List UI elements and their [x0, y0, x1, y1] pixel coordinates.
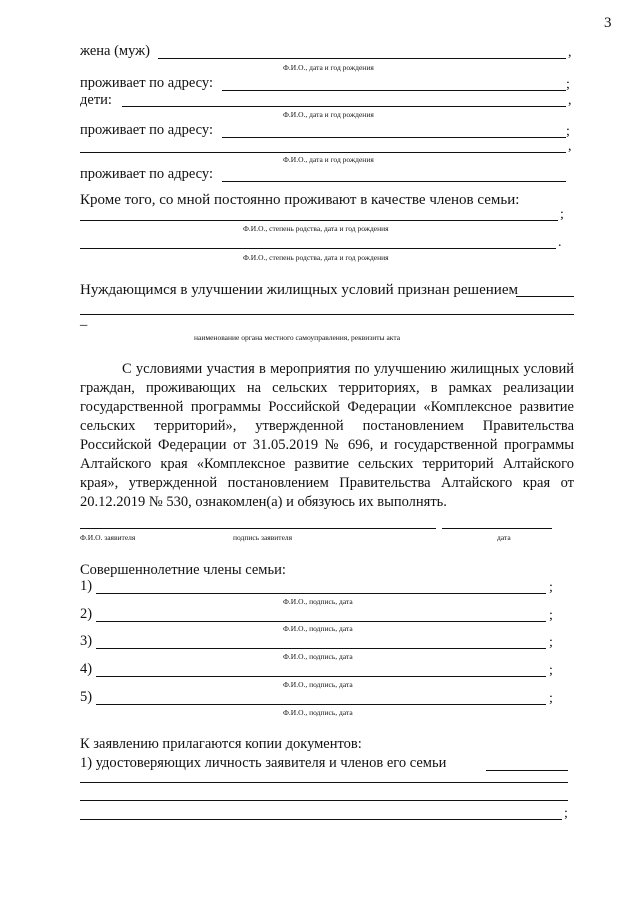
- adult-member-line[interactable]: [96, 621, 546, 622]
- comma: ,: [568, 139, 572, 154]
- adult-member-number: 3): [80, 633, 93, 649]
- attachment-field-line[interactable]: [486, 770, 568, 771]
- family-caption-1: Ф.И.О., степень родства, дата и год рождения: [243, 224, 389, 233]
- family-member-2-line[interactable]: [80, 248, 556, 249]
- attachment-field-line[interactable]: [80, 800, 568, 801]
- comma: ,: [568, 93, 572, 108]
- children-address-2-line[interactable]: [222, 181, 566, 182]
- needs-text: Нуждающимся в улучшении жилищных условий признан решением: [80, 282, 518, 298]
- semicolon: ;: [549, 663, 553, 678]
- children-field-line[interactable]: [122, 106, 566, 107]
- adult-member-number: 4): [80, 661, 93, 677]
- adult-member-caption: Ф.И.О., подпись, дата: [283, 708, 353, 717]
- children-address-1-line[interactable]: [222, 137, 566, 138]
- adult-member-line[interactable]: [96, 648, 546, 649]
- adult-member-caption: Ф.И.О., подпись, дата: [283, 597, 353, 606]
- adult-member-caption: Ф.И.О., подпись, дата: [283, 652, 353, 661]
- sign-label: подпись заявителя: [233, 533, 293, 542]
- attachment-field-line[interactable]: [80, 819, 562, 820]
- needs-field-line-2[interactable]: [80, 314, 574, 315]
- adult-member-number: 2): [80, 606, 93, 622]
- adult-member-number: 5): [80, 689, 93, 705]
- adult-member-caption: Ф.И.О., подпись, дата: [283, 680, 353, 689]
- spouse-field-line[interactable]: [158, 58, 566, 59]
- family-heading: Кроме того, со мной постоянно проживают в качестве членов семьи:: [80, 192, 520, 208]
- comma: ,: [568, 45, 572, 60]
- children-address-2-label: проживает по адресу:: [80, 166, 213, 182]
- needs-field-line[interactable]: [516, 296, 574, 297]
- adult-member-line[interactable]: [96, 704, 546, 705]
- spouse-address-label: проживает по адресу:: [80, 75, 213, 91]
- family-member-1-line[interactable]: [80, 220, 558, 221]
- spouse-address-line[interactable]: [222, 90, 566, 91]
- spouse-caption: Ф.И.О., дата и год рождения: [283, 63, 374, 72]
- semicolon: ;: [566, 124, 570, 139]
- child-2-field-line[interactable]: [80, 152, 566, 153]
- consent-paragraph: С условиями участия в мероприятия по улучшению жилищных условий граждан, проживающих на сельских территориях, в рамках реализации государственной программы Российской Федерации «Комплексное развитие сельских территорий», утвержденной постановлением Правительства Российской Федерации от 31.05.2019 № 696, и государственной программы Алтайского края «Комплексное развитие сельских территорий Алтайского края», утвержденной постановлением Правительства Алтайского края от 20.12.2019 № 530, ознакомлен(а) и обязуюсь их выполнять.: [80, 361, 574, 510]
- semicolon: ;: [549, 580, 553, 595]
- children-caption-2: Ф.И.О., дата и год рождения: [283, 155, 374, 164]
- needs-dash: –: [80, 317, 88, 333]
- semicolon: ;: [549, 691, 553, 706]
- signature-line[interactable]: [80, 528, 436, 529]
- attachments-item-1: 1) удостоверяющих личность заявителя и членов его семьи: [80, 755, 447, 771]
- adult-member-caption: Ф.И.О., подпись, дата: [283, 624, 353, 633]
- children-address-1-label: проживает по адресу:: [80, 122, 213, 138]
- attachments-heading: К заявлению прилагаются копии документов:: [80, 736, 362, 752]
- adult-member-line[interactable]: [96, 676, 546, 677]
- date-line[interactable]: [442, 528, 552, 529]
- adult-members-heading: Совершеннолетние члены семьи:: [80, 562, 286, 578]
- semicolon: ;: [560, 207, 564, 222]
- attachment-field-line[interactable]: [80, 782, 568, 783]
- family-caption-2: Ф.И.О., степень родства, дата и год рождения: [243, 253, 389, 262]
- date-label: дата: [497, 533, 511, 542]
- fio-label: Ф.И.О. заявителя: [80, 533, 136, 542]
- semicolon: ;: [566, 77, 570, 92]
- semicolon: ;: [549, 635, 553, 650]
- semicolon: ;: [549, 608, 553, 623]
- page-number: 3: [604, 15, 612, 31]
- children-label: дети:: [80, 92, 112, 108]
- adult-member-number: 1): [80, 578, 93, 594]
- children-caption-1: Ф.И.О., дата и год рождения: [283, 110, 374, 119]
- spouse-label: жена (муж): [80, 43, 150, 59]
- adult-member-line[interactable]: [96, 593, 546, 594]
- period: .: [558, 235, 562, 250]
- needs-caption: наименование органа местного самоуправления, реквизиты акта: [194, 333, 401, 342]
- semicolon: ;: [564, 806, 568, 821]
